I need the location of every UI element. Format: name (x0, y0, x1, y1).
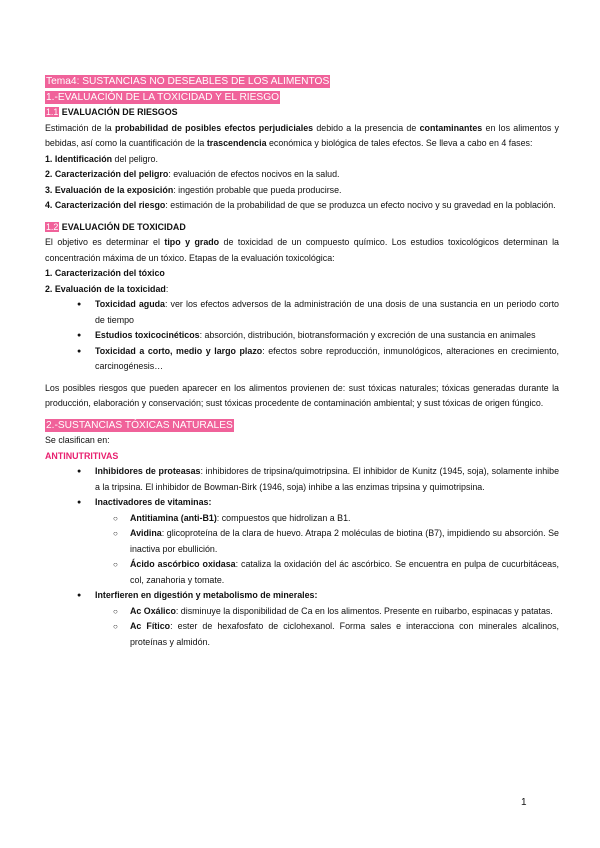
step-2: 2. Evaluación de la toxicidad: (45, 283, 169, 294)
list-item: ● Inactivadores de vitaminas: (45, 495, 559, 511)
phase-4: 4. Caracterización del riesgo: estimación de la probabilidad de que se produzca un efecto nocivo y su gravedad en la población. (45, 200, 556, 210)
antinutritivas-heading: ANTINUTRITIVAS (45, 450, 119, 461)
section2-heading: 2.-SUSTANCIAS TÓXICAS NATURALES (46, 419, 233, 431)
list-item: ● Inhibidores de proteasas: inhibidores de tripsina/quimotripsina. El inhibidor de Kunitz (1945, soja), solamente inhibe a la tripsina. El inhibidor de Bowman-Birk (1946, soja) inhibe a las enzimas tripsina y quimotripsina. (45, 464, 559, 495)
risk-evaluation-intro: Estimación de la probabilidad de posibles efectos perjudiciales debido a la presencia de contaminantes en los alimentos y bebidas, así como la cuantificación de la trascendencia económica y biológica de tales efectos. Se lleva a cabo en 4 fases: (45, 122, 559, 148)
list-item: ○ Avidina: glicoproteína de la clara de huevo. Atrapa 2 moléculas de biotina (B7), impidiendo su absorción. Se inactiva por ebullición. (45, 526, 559, 557)
toxicity-evaluation-intro: El objetivo es determinar el tipo y grado de toxicidad de un compuesto químico. Los estudios toxicológicos determinan la concentración máxima de un tóxico. Etapas de la evaluación toxicológica: (45, 237, 559, 263)
list-item: ● Toxicidad a corto, medio y largo plazo: efectos sobre reproducción, inmunológicos, alteraciones en crecimiento, carcinogénesis… (45, 344, 559, 375)
document-page (45, 74, 559, 650)
subsection-1-1-heading: 1.1 EVALUACIÓN DE RIESGOS (46, 107, 178, 117)
list-item: ● Interfieren en digestión y metabolismo de minerales: (45, 588, 559, 604)
risks-closing-paragraph: Los posibles riesgos que pueden aparecer en los alimentos provienen de: sust tóxicas naturales; tóxicas generadas durante la producción, elaboración y conservación; sust tóxicas procedente de contaminación ambiental; y sust tóxicas de origen fúngico. (45, 382, 559, 408)
list-item: ○ Antitiamina (anti-B1): compuestos que hidrolizan a B1. (45, 511, 559, 527)
list-item: ● Estudios toxicocinéticos: absorción, distribución, biotransformación y excreción de una sustancia en animales (45, 328, 559, 344)
section1-heading: 1.-EVALUACIÓN DE LA TOXICIDAD Y EL RIESGO (46, 91, 280, 103)
phase-3: 3. Evaluación de la exposición: ingestión probable que pueda producirse. (45, 184, 342, 195)
list-item: ○ Ac Oxálico: disminuye la disponibilidad de Ca en los alimentos. Presente en ruibarbo, espinacas y patatas. (45, 604, 559, 620)
phase-2: 2. Caracterización del peligro: evaluación de efectos nocivos en la salud. (45, 169, 340, 179)
document-title: Tema4: SUSTANCIAS NO DESEABLES DE LOS ALIMENTOS (46, 76, 330, 87)
list-item: ○ Ácido ascórbico oxidasa: cataliza la oxidación del ác ascórbico. Se encuentra en pulpa de cucurbitáceas, col, zanahoria y tomate. (45, 557, 559, 588)
antinutritivas-list (45, 464, 559, 650)
toxicity-bullet-list (45, 297, 559, 375)
classify-text: Se clasifican en: (45, 435, 110, 445)
page-number: 1 (521, 797, 527, 808)
list-item: ○ Ac Fítico: ester de hexafosfato de ciclohexanol. Forma sales e interacciona con minerales alcalinos, proteínas y almidón. (45, 619, 559, 650)
step-1: 1. Caracterización del tóxico (45, 268, 165, 278)
phase-1: 1. Identificación del peligro. (45, 153, 158, 164)
subsection-1-2-heading: 1.2 EVALUACIÓN DE TOXICIDAD (46, 221, 186, 232)
list-item: ● Toxicidad aguda: ver los efectos adversos de la administración de una dosis de una sustancia en un periodo corto de tiempo (45, 297, 559, 328)
